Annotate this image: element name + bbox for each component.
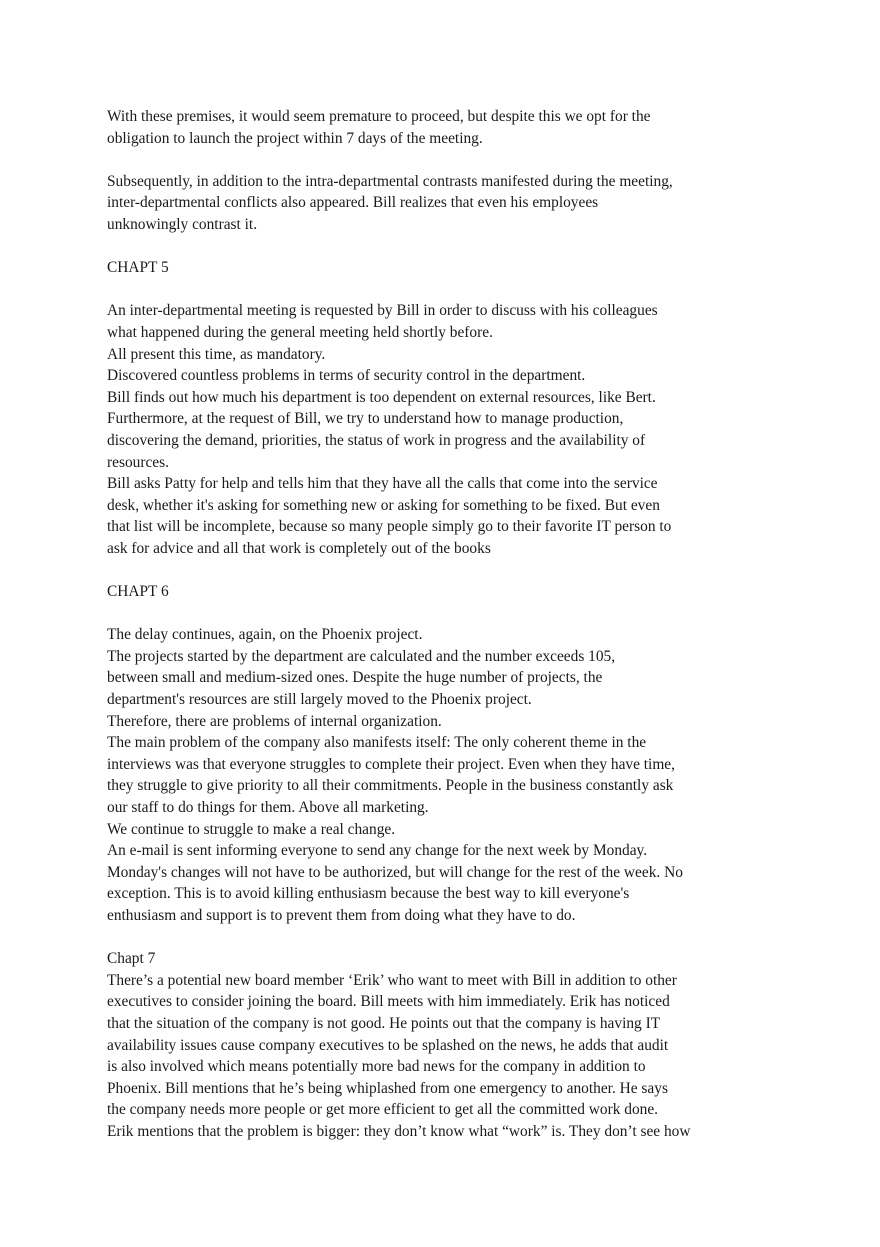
text-line: discovering the demand, priorities, the status of work in progress and the availability of bbox=[107, 431, 646, 449]
text-line: Bill asks Patty for help and tells him that they have all the calls that come into the service bbox=[107, 475, 658, 493]
text-line: enthusiasm and support is to prevent them from doing what they have to do. bbox=[107, 906, 576, 924]
text-line: Erik mentions that the problem is bigger: they don’t know what “work” is. They don’t see how bbox=[107, 1122, 691, 1140]
paragraph-spacer bbox=[107, 279, 757, 301]
text-line: resources. bbox=[107, 453, 169, 471]
text-line: is also involved which means potentially more bad news for the company in addition to bbox=[107, 1058, 646, 1076]
text-line: With these premises, it would seem premature to proceed, but despite this we opt for the bbox=[107, 108, 651, 125]
text-line: An e-mail is sent informing everyone to send any change for the next week by Monday. bbox=[107, 842, 648, 860]
text-line: The projects started by the department are calculated and the number exceeds 105, bbox=[107, 647, 616, 665]
text-line: interviews was that everyone struggles to complete their project. Even when they have time, bbox=[107, 755, 675, 773]
text-line: ask for advice and all that work is completely out of the books bbox=[107, 539, 491, 557]
text-line: The main problem of the company also manifests itself: The only coherent theme in the bbox=[107, 734, 647, 752]
text-line: Furthermore, at the request of Bill, we try to understand how to manage production, bbox=[107, 410, 624, 428]
text-line: what happened during the general meeting held shortly before. bbox=[107, 323, 493, 341]
text-line: between small and medium-sized ones. Despite the huge number of projects, the bbox=[107, 669, 603, 687]
text-line: Bill finds out how much his department is too dependent on external resources, like Bert. bbox=[107, 388, 656, 406]
text-line: they struggle to give priority to all their commitments. People in the business constantly ask bbox=[107, 777, 674, 795]
chapter-heading bbox=[107, 948, 757, 970]
text-line: Monday's changes will not have to be authorized, but will change for the rest of the week. No bbox=[107, 863, 683, 881]
text-line: exception. This is to avoid killing enthusiasm because the best way to kill everyone's bbox=[107, 885, 630, 903]
text-line: our staff to do things for them. Above all marketing. bbox=[107, 799, 429, 816]
text-line: availability issues cause company executives to be splashed on the news, he adds that audit bbox=[107, 1036, 669, 1054]
text-line: There’s a potential new board member ‘Erik’ who want to meet with Bill in addition to other bbox=[107, 971, 677, 989]
chapter-heading bbox=[107, 581, 757, 603]
heading-text: CHAPT 6 bbox=[107, 583, 169, 601]
text-line: desk, whether it's asking for something new or asking for something to be fixed. But even bbox=[107, 496, 660, 514]
paragraph-spacer bbox=[107, 559, 757, 581]
text-line: that the situation of the company is not good. He points out that the company is having IT bbox=[107, 1014, 661, 1032]
text-line: Subsequently, in addition to the intra-departmental contrasts manifested during the meeting, bbox=[107, 172, 673, 190]
paragraph-spacer bbox=[107, 603, 757, 625]
text-line: All present this time, as mandatory. bbox=[107, 345, 326, 363]
heading-text: Chapt 7 bbox=[107, 950, 156, 968]
text-line: An inter-departmental meeting is requested by Bill in order to discuss with his colleagues bbox=[107, 302, 658, 320]
paragraph-spacer bbox=[107, 149, 757, 171]
heading-text: CHAPT 5 bbox=[107, 259, 169, 277]
document-body bbox=[107, 106, 757, 1143]
text-line: the company needs more people or get more efficient to get all the committed work done. bbox=[107, 1101, 659, 1119]
paragraph bbox=[107, 624, 757, 926]
text-line: executives to consider joining the board. Bill meets with him immediately. Erik has noticed bbox=[107, 993, 670, 1011]
text-line: Therefore, there are problems of internal organization. bbox=[107, 712, 442, 730]
paragraph-spacer bbox=[107, 927, 757, 949]
text-line: The delay continues, again, on the Phoenix project. bbox=[107, 626, 423, 644]
text-line: department's resources are still largely moved to the Phoenix project. bbox=[107, 691, 532, 709]
paragraph-spacer bbox=[107, 236, 757, 258]
paragraph bbox=[107, 106, 757, 149]
text-line: obligation to launch the project within 7 days of the meeting. bbox=[107, 129, 483, 147]
text-line: Phoenix. Bill mentions that he’s being whiplashed from one emergency to another. He says bbox=[107, 1079, 668, 1097]
paragraph bbox=[107, 300, 757, 559]
text-line: unknowingly contrast it. bbox=[107, 215, 258, 233]
text-line: that list will be incomplete, because so many people simply go to their favorite IT person to bbox=[107, 518, 672, 536]
text-line: We continue to struggle to make a real change. bbox=[107, 820, 396, 838]
text-line: inter-departmental conflicts also appeared. Bill realizes that even his employees bbox=[107, 194, 599, 212]
paragraph bbox=[107, 171, 757, 236]
paragraph bbox=[107, 970, 757, 1143]
text-line: Discovered countless problems in terms of security control in the department. bbox=[107, 367, 586, 385]
chapter-heading bbox=[107, 257, 757, 279]
